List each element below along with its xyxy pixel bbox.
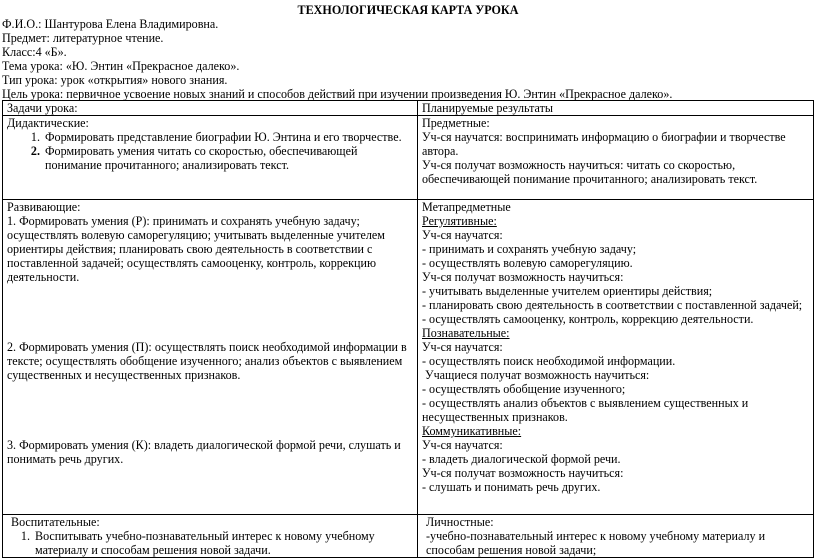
personal-results-cell xyxy=(418,515,814,558)
cog-line: Уч-ся научатся: xyxy=(422,340,503,354)
subject-results-text-2: Уч-ся получат возможность научиться: читать со скоростью, обеспечивающей понимание прочитанного; анализировать текст. xyxy=(422,158,758,186)
reg-line: - осуществлять волевую саморегуляцию. xyxy=(422,256,633,270)
developing-item-3: 3. Формировать умения (К): владеть диалогической формой речи, слушать и понимать речь других. xyxy=(7,438,401,466)
table-header-row xyxy=(3,101,814,116)
didactic-cell xyxy=(3,116,418,200)
header-results-cell: Планируемые результаты xyxy=(418,101,814,116)
meta-heading: Метапредметные xyxy=(422,200,511,214)
developing-item-1: 1. Формировать умения (Р): принимать и сохранять учебную задачу; осуществлять волевую саморегуляцию; учитывать выделенные учителем ориентиры действия; планировать свою деятельность в соответствии с поставленной задачей; осуществлять самооценку, контроль, коррекцию деятельности. xyxy=(7,214,385,284)
table-row xyxy=(3,200,814,515)
reg-line: Уч-ся научатся: xyxy=(422,228,503,242)
educational-list xyxy=(7,529,413,557)
topic-line: Тема урока: «Ю. Энтин «Прекрасное далеко». xyxy=(2,59,240,73)
reg-line: - принимать и сохранять учебную задачу; xyxy=(422,242,637,256)
list-item: 1. Воспитывать учебно-познавательный интерес к новому учебному материалу и способам решения новой задачи. xyxy=(33,529,413,557)
cog-line: Учащиеся получат возможность научиться: xyxy=(422,368,650,382)
cog-line: - осуществлять анализ объектов с выявлением существенных и несущественных признаков. xyxy=(422,396,749,424)
reg-line: - планировать свою деятельность в соответствии с поставленной задачей; xyxy=(422,298,803,312)
page-title: ТЕХНОЛОГИЧЕСКАЯ КАРТА УРОКА xyxy=(297,3,519,17)
header-tasks-cell: Задачи урока: xyxy=(3,101,418,116)
regulatory-heading: Регулятивные: xyxy=(422,214,497,228)
reg-line: - осуществлять самооценку, контроль, коррекцию деятельности. xyxy=(422,312,754,326)
developing-cell xyxy=(3,200,418,515)
educational-cell xyxy=(3,515,418,558)
list-item: 1. Формировать представление биографии Ю. Энтина и его творчестве. xyxy=(43,130,413,144)
meta-results-cell xyxy=(418,200,814,515)
class-line: Класс:4 «Б». xyxy=(2,45,67,59)
subject-results-cell xyxy=(418,116,814,200)
table-row xyxy=(3,116,814,200)
communicative-heading: Коммуникативные: xyxy=(422,424,522,438)
didactic-list xyxy=(7,130,413,172)
didactic-heading: Дидактические: xyxy=(7,116,89,130)
cog-line: - осуществлять обобщение изученного; xyxy=(422,382,626,396)
subject-results-heading: Предметные: xyxy=(422,116,490,130)
educational-heading: Воспитательные: xyxy=(11,515,100,529)
personal-text: -учебно-познавательный интерес к новому учебному материалу и способам решения новой задачи; xyxy=(426,529,766,557)
personal-heading: Личностные: xyxy=(426,515,494,529)
cog-line: - осуществлять поиск необходимой информации. xyxy=(422,354,676,368)
lesson-type-line: Тип урока: урок «открытия» нового знания. xyxy=(2,73,228,87)
com-line: Уч-ся получат возможность научиться: xyxy=(422,466,624,480)
reg-line: - учитывать выделенные учителем ориентиры действия; xyxy=(422,284,713,298)
com-line: - слушать и понимать речь других. xyxy=(422,480,601,494)
developing-item-2: 2. Формировать умения (П): осуществлять поиск необходимой информации в тексте; осуществлять обобщение изученного; анализ объектов с выявлением существенных и несущественных признаков. xyxy=(7,340,407,382)
com-line: Уч-ся научатся: xyxy=(422,438,503,452)
developing-heading: Развивающие: xyxy=(7,200,81,214)
subject-line: Предмет: литературное чтение. xyxy=(2,31,164,45)
cognitive-heading: Познавательные: xyxy=(422,326,510,340)
author-line: Ф.И.О.: Шантурова Елена Владимировна. xyxy=(2,17,219,31)
table-row xyxy=(3,515,814,558)
list-item: 2. Формировать умения читать со скоростью, обеспечивающей понимание прочитанного; анализировать текст. xyxy=(43,144,413,172)
reg-line: Уч-ся получат возможность научиться: xyxy=(422,270,624,284)
lesson-goal-line: Цель урока: первичное усвоение новых знаний и способов действий при изучении произведения Ю. Энтин «Прекрасное далеко». xyxy=(2,87,673,101)
lesson-plan-table xyxy=(2,100,814,558)
com-line: - владеть диалогической формой речи. xyxy=(422,452,621,466)
subject-results-text-1: Уч-ся научатся: воспринимать информацию о биографии и творчестве автора. xyxy=(422,130,786,158)
